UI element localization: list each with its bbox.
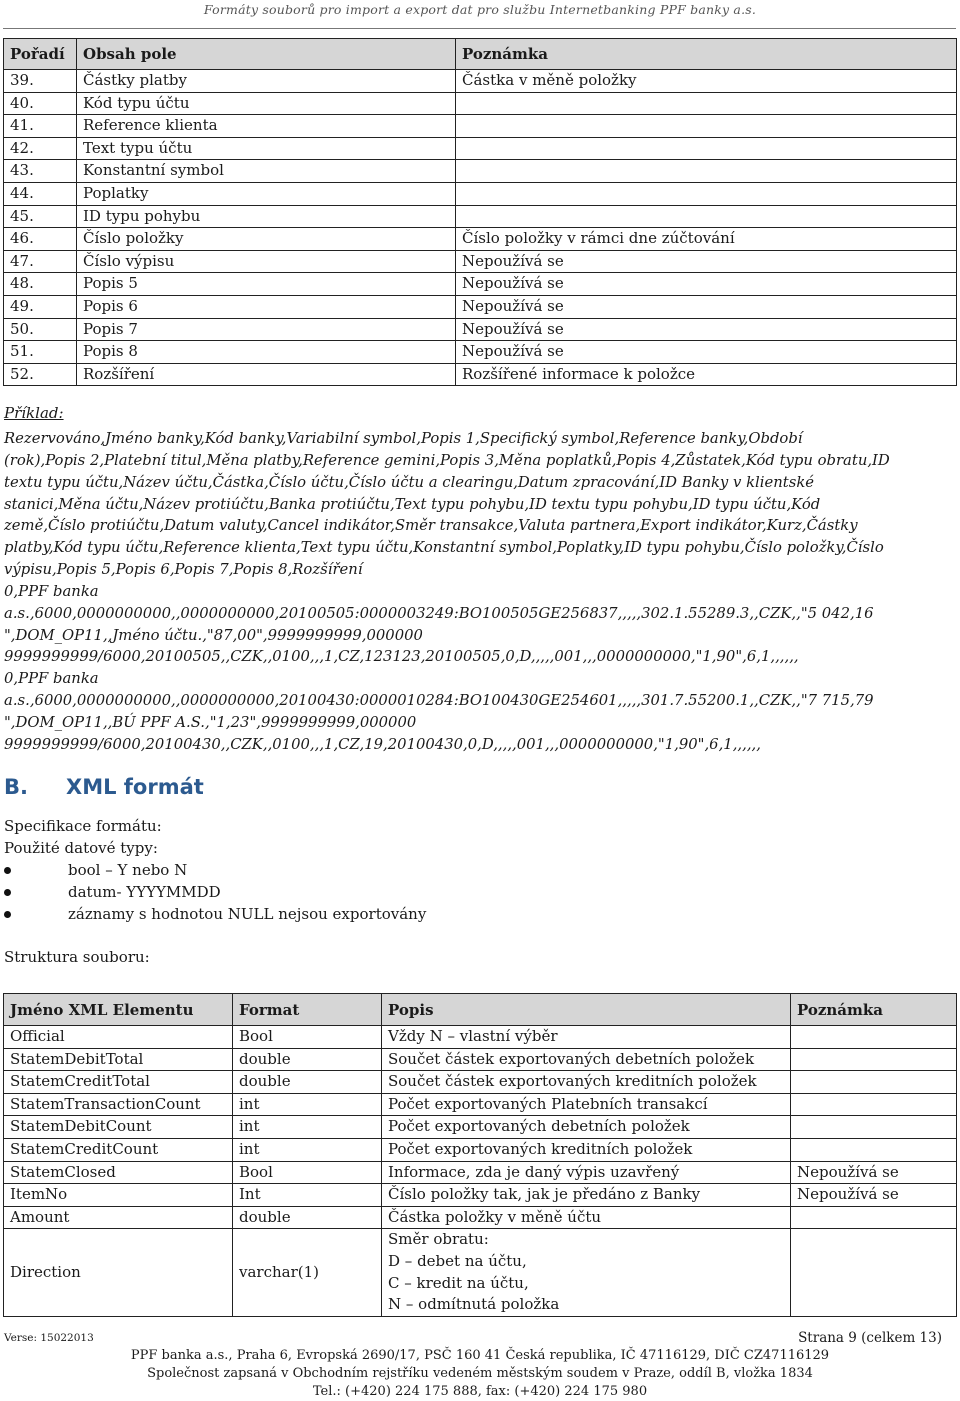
table-row-direction xyxy=(4,1229,957,1316)
table-row xyxy=(4,295,957,318)
table-row xyxy=(4,115,957,138)
row-element: StatemDebitCount xyxy=(4,1116,233,1139)
table-row xyxy=(4,1161,957,1184)
row-element: StatemCreditTotal xyxy=(4,1071,233,1094)
file-structure-label: Struktura souboru: xyxy=(4,948,150,966)
page-number: Strana 9 (celkem 13) xyxy=(798,1330,942,1346)
example-line: platby,Kód typu účtu,Reference klienta,Text typu účtu,Konstantní symbol,Poplatky,ID typu pohybu,Číslo položky,Číslo xyxy=(4,539,884,557)
bullet-icon xyxy=(4,889,11,896)
row-element: ItemNo xyxy=(4,1184,233,1207)
row-order: 46. xyxy=(4,228,77,251)
table-row xyxy=(4,363,957,386)
row-remark xyxy=(791,1138,957,1161)
row-note: Nepoužívá se xyxy=(456,295,957,318)
list-item xyxy=(4,903,426,925)
row-content: Poplatky xyxy=(77,182,456,205)
row-format: double xyxy=(233,1071,382,1094)
example-line: a.s.,6000,0000000000,,0000000000,20100430:0000010284:BO100430GE254601,,,,,301.7.55200.1,,CZK,,"7 715,79 xyxy=(4,692,874,710)
row-content: Rozšíření xyxy=(77,363,456,386)
row-element: StatemTransactionCount xyxy=(4,1093,233,1116)
footer-address: PPF banka a.s., Praha 6, Evropská 2690/17, PSČ 160 41 Česká republika, IČ 47116129, DIČ CZ47116129 xyxy=(130,1348,830,1363)
row-remark: Nepoužívá se xyxy=(791,1184,957,1207)
row-format: int xyxy=(233,1138,382,1161)
row-note: Částka v měně položky xyxy=(456,70,957,93)
row-format: Bool xyxy=(233,1026,382,1049)
row-note: Nepoužívá se xyxy=(456,341,957,364)
row-remark xyxy=(791,1206,957,1229)
row-order: 49. xyxy=(4,295,77,318)
example-line: 9999999999/6000,20100505,,CZK,,0100,,,1,CZ,123123,20100505,0,D,,,,,001,,,0000000000,"1,90",6,1,,,,,, xyxy=(4,648,799,666)
table-row xyxy=(4,160,957,183)
row-description: Počet exportovaných kreditních položek xyxy=(382,1138,791,1161)
table-row xyxy=(4,1093,957,1116)
row-format: Bool xyxy=(233,1161,382,1184)
row-note: Nepoužívá se xyxy=(456,273,957,296)
row-note xyxy=(456,137,957,160)
row-content: Text typu účtu xyxy=(77,137,456,160)
table-row xyxy=(4,1206,957,1229)
direction-line: N – odmítnutá položka xyxy=(388,1295,560,1314)
row-description: Počet exportovaných Platebních transakcí xyxy=(382,1093,791,1116)
bullet-icon xyxy=(4,867,11,874)
data-types-label: Použité datové typy: xyxy=(4,839,158,857)
bullet-text: datum- YYYYMMDD xyxy=(68,883,221,901)
example-line: země,Číslo protiúčtu,Datum valuty,Cancel indikátor,Směr transakce,Valuta partnera,Export indikátor,Kurz,Částky xyxy=(4,517,858,535)
field-table-header xyxy=(4,39,957,70)
row-order: 51. xyxy=(4,341,77,364)
row-description: Částka položky v měně účtu xyxy=(382,1206,791,1229)
row-description: Vždy N – vlastní výběr xyxy=(382,1026,791,1049)
row-order: 43. xyxy=(4,160,77,183)
row-order: 44. xyxy=(4,182,77,205)
direction-line: C – kredit na účtu, xyxy=(388,1273,529,1292)
field-table xyxy=(3,38,957,386)
row-format: varchar(1) xyxy=(233,1229,382,1316)
row-element: Amount xyxy=(4,1206,233,1229)
row-element: Direction xyxy=(4,1229,233,1316)
row-content: Kód typu účtu xyxy=(77,92,456,115)
bullet-text: záznamy s hodnotou NULL nejsou exportovány xyxy=(68,905,427,923)
row-note xyxy=(456,160,957,183)
row-format: Int xyxy=(233,1184,382,1207)
format-spec-label: Specifikace formátu: xyxy=(4,817,162,835)
table-row xyxy=(4,92,957,115)
list-item xyxy=(4,859,426,881)
row-content: Popis 7 xyxy=(77,318,456,341)
column-header-remark: Poznámka xyxy=(791,994,957,1026)
row-order: 39. xyxy=(4,70,77,93)
example-line: 9999999999/6000,20100430,,CZK,,0100,,,1,CZ,19,20100430,0,D,,,,,001,,,0000000000,"1,90",6,1,,,,,, xyxy=(4,735,761,753)
table-row xyxy=(4,70,957,93)
example-line: výpisu,Popis 5,Popis 6,Popis 7,Popis 8,Rozšíření xyxy=(4,561,363,579)
table-row xyxy=(4,1048,957,1071)
example-text xyxy=(4,428,956,756)
direction-line: D – debet na účtu, xyxy=(388,1251,527,1270)
row-note xyxy=(456,182,957,205)
row-content: ID typu pohybu xyxy=(77,205,456,228)
section-heading xyxy=(4,775,204,799)
bullet-icon xyxy=(4,911,11,918)
example-line: ",DOM_OP11,,BÚ PPF A.S.,"1,23",9999999999,000000 xyxy=(4,713,417,731)
row-order: 50. xyxy=(4,318,77,341)
row-element: StatemDebitTotal xyxy=(4,1048,233,1071)
row-element: StatemCreditCount xyxy=(4,1138,233,1161)
column-header-format: Format xyxy=(233,994,382,1026)
row-format: double xyxy=(233,1048,382,1071)
row-order: 52. xyxy=(4,363,77,386)
row-description: Číslo položky tak, jak je předáno z Banky xyxy=(382,1184,791,1207)
table-row xyxy=(4,1026,957,1049)
row-content: Konstantní symbol xyxy=(77,160,456,183)
row-description: Počet exportovaných debetních položek xyxy=(382,1116,791,1139)
header-divider xyxy=(3,28,956,29)
row-order: 40. xyxy=(4,92,77,115)
row-note xyxy=(456,205,957,228)
row-note: Nepoužívá se xyxy=(456,318,957,341)
table-row xyxy=(4,228,957,251)
row-remark: Nepoužívá se xyxy=(791,1161,957,1184)
table-row xyxy=(4,1184,957,1207)
version-label: Verse: 15022013 xyxy=(4,1332,94,1344)
example-line: (rok),Popis 2,Platební titul,Měna platby,Reference gemini,Popis 3,Měna poplatků,Popis 4,Zůstatek,Kód typu obratu,ID xyxy=(4,451,890,469)
table-row xyxy=(4,250,957,273)
row-note: Nepoužívá se xyxy=(456,250,957,273)
row-format: double xyxy=(233,1206,382,1229)
table-row xyxy=(4,273,957,296)
footer-registry: Společnost zapsaná v Obchodním rejstříku vedeném městským soudem v Praze, oddíl B, vložka 1834 xyxy=(147,1366,813,1381)
field-table-body xyxy=(4,70,957,386)
page-header-title: Formáty souborů pro import a export dat pro službu Internetbanking PPF banky a.s. xyxy=(203,2,757,17)
row-content: Popis 6 xyxy=(77,295,456,318)
table-row xyxy=(4,341,957,364)
row-element: StatemClosed xyxy=(4,1161,233,1184)
column-header-content: Obsah pole xyxy=(77,39,456,70)
table-row xyxy=(4,1116,957,1139)
table-row xyxy=(4,1138,957,1161)
row-content: Popis 8 xyxy=(77,341,456,364)
footer-contact: Tel.: (+420) 224 175 888, fax: (+420) 224 175 980 xyxy=(312,1384,648,1399)
bullet-text: bool – Y nebo N xyxy=(68,861,188,879)
row-description: Součet částek exportovaných kreditních položek xyxy=(382,1071,791,1094)
row-remark xyxy=(791,1229,957,1316)
row-order: 48. xyxy=(4,273,77,296)
list-item xyxy=(4,881,426,903)
row-note: Číslo položky v rámci dne zúčtování xyxy=(456,228,957,251)
row-order: 47. xyxy=(4,250,77,273)
xml-table-body xyxy=(4,1026,957,1317)
example-line: textu typu účtu,Název účtu,Částka,Číslo účtu,Číslo účtu a clearingu,Datum zpracování,ID Banky v klientské xyxy=(4,473,815,491)
section-title: XML formát xyxy=(66,775,204,799)
column-header-note: Poznámka xyxy=(456,39,957,70)
row-order: 45. xyxy=(4,205,77,228)
row-element: Official xyxy=(4,1026,233,1049)
example-line: stanici,Měna účtu,Název protiúčtu,Banka protiúčtu,Text typu pohybu,ID textu typu pohybu,ID typu účtu,Kód xyxy=(4,495,821,513)
example-line: 0,PPF banka xyxy=(4,670,99,688)
xml-element-table xyxy=(3,993,957,1317)
data-types-list xyxy=(4,859,426,925)
table-row xyxy=(4,318,957,341)
row-remark xyxy=(791,1026,957,1049)
row-remark xyxy=(791,1116,957,1139)
example-label: Příklad: xyxy=(4,404,64,422)
table-row xyxy=(4,182,957,205)
column-header-element: Jméno XML Elementu xyxy=(4,994,233,1026)
row-note xyxy=(456,115,957,138)
row-content: Popis 5 xyxy=(77,273,456,296)
section-number: B. xyxy=(4,775,28,799)
example-line: ",DOM_OP11,,Jméno účtu.,"87,00",9999999999,000000 xyxy=(4,626,423,644)
row-content: Částky platby xyxy=(77,70,456,93)
row-order: 41. xyxy=(4,115,77,138)
table-row xyxy=(4,137,957,160)
row-description: Součet částek exportovaných debetních položek xyxy=(382,1048,791,1071)
row-note xyxy=(456,92,957,115)
row-description: Informace, zda je daný výpis uzavřený xyxy=(382,1161,791,1184)
row-content: Číslo výpisu xyxy=(77,250,456,273)
row-description xyxy=(382,1229,791,1316)
row-format: int xyxy=(233,1116,382,1139)
xml-table-header xyxy=(4,994,957,1026)
row-remark xyxy=(791,1048,957,1071)
row-note: Rozšířené informace k položce xyxy=(456,363,957,386)
row-remark xyxy=(791,1071,957,1094)
row-order: 42. xyxy=(4,137,77,160)
example-line: 0,PPF banka xyxy=(4,582,99,600)
column-header-order: Pořadí xyxy=(4,39,77,70)
row-content: Číslo položky xyxy=(77,228,456,251)
table-row xyxy=(4,1071,957,1094)
row-remark xyxy=(791,1093,957,1116)
column-header-description: Popis xyxy=(382,994,791,1026)
row-format: int xyxy=(233,1093,382,1116)
example-line: Rezervováno,Jméno banky,Kód banky,Variabilní symbol,Popis 1,Specifický symbol,Reference banky,Období xyxy=(4,430,803,447)
direction-line: Směr obratu: xyxy=(388,1230,489,1249)
table-row xyxy=(4,205,957,228)
example-line: a.s.,6000,0000000000,,0000000000,20100505:0000003249:BO100505GE256837,,,,,302.1.55289.3,,CZK,,"5 042,16 xyxy=(4,604,874,622)
row-content: Reference klienta xyxy=(77,115,456,138)
